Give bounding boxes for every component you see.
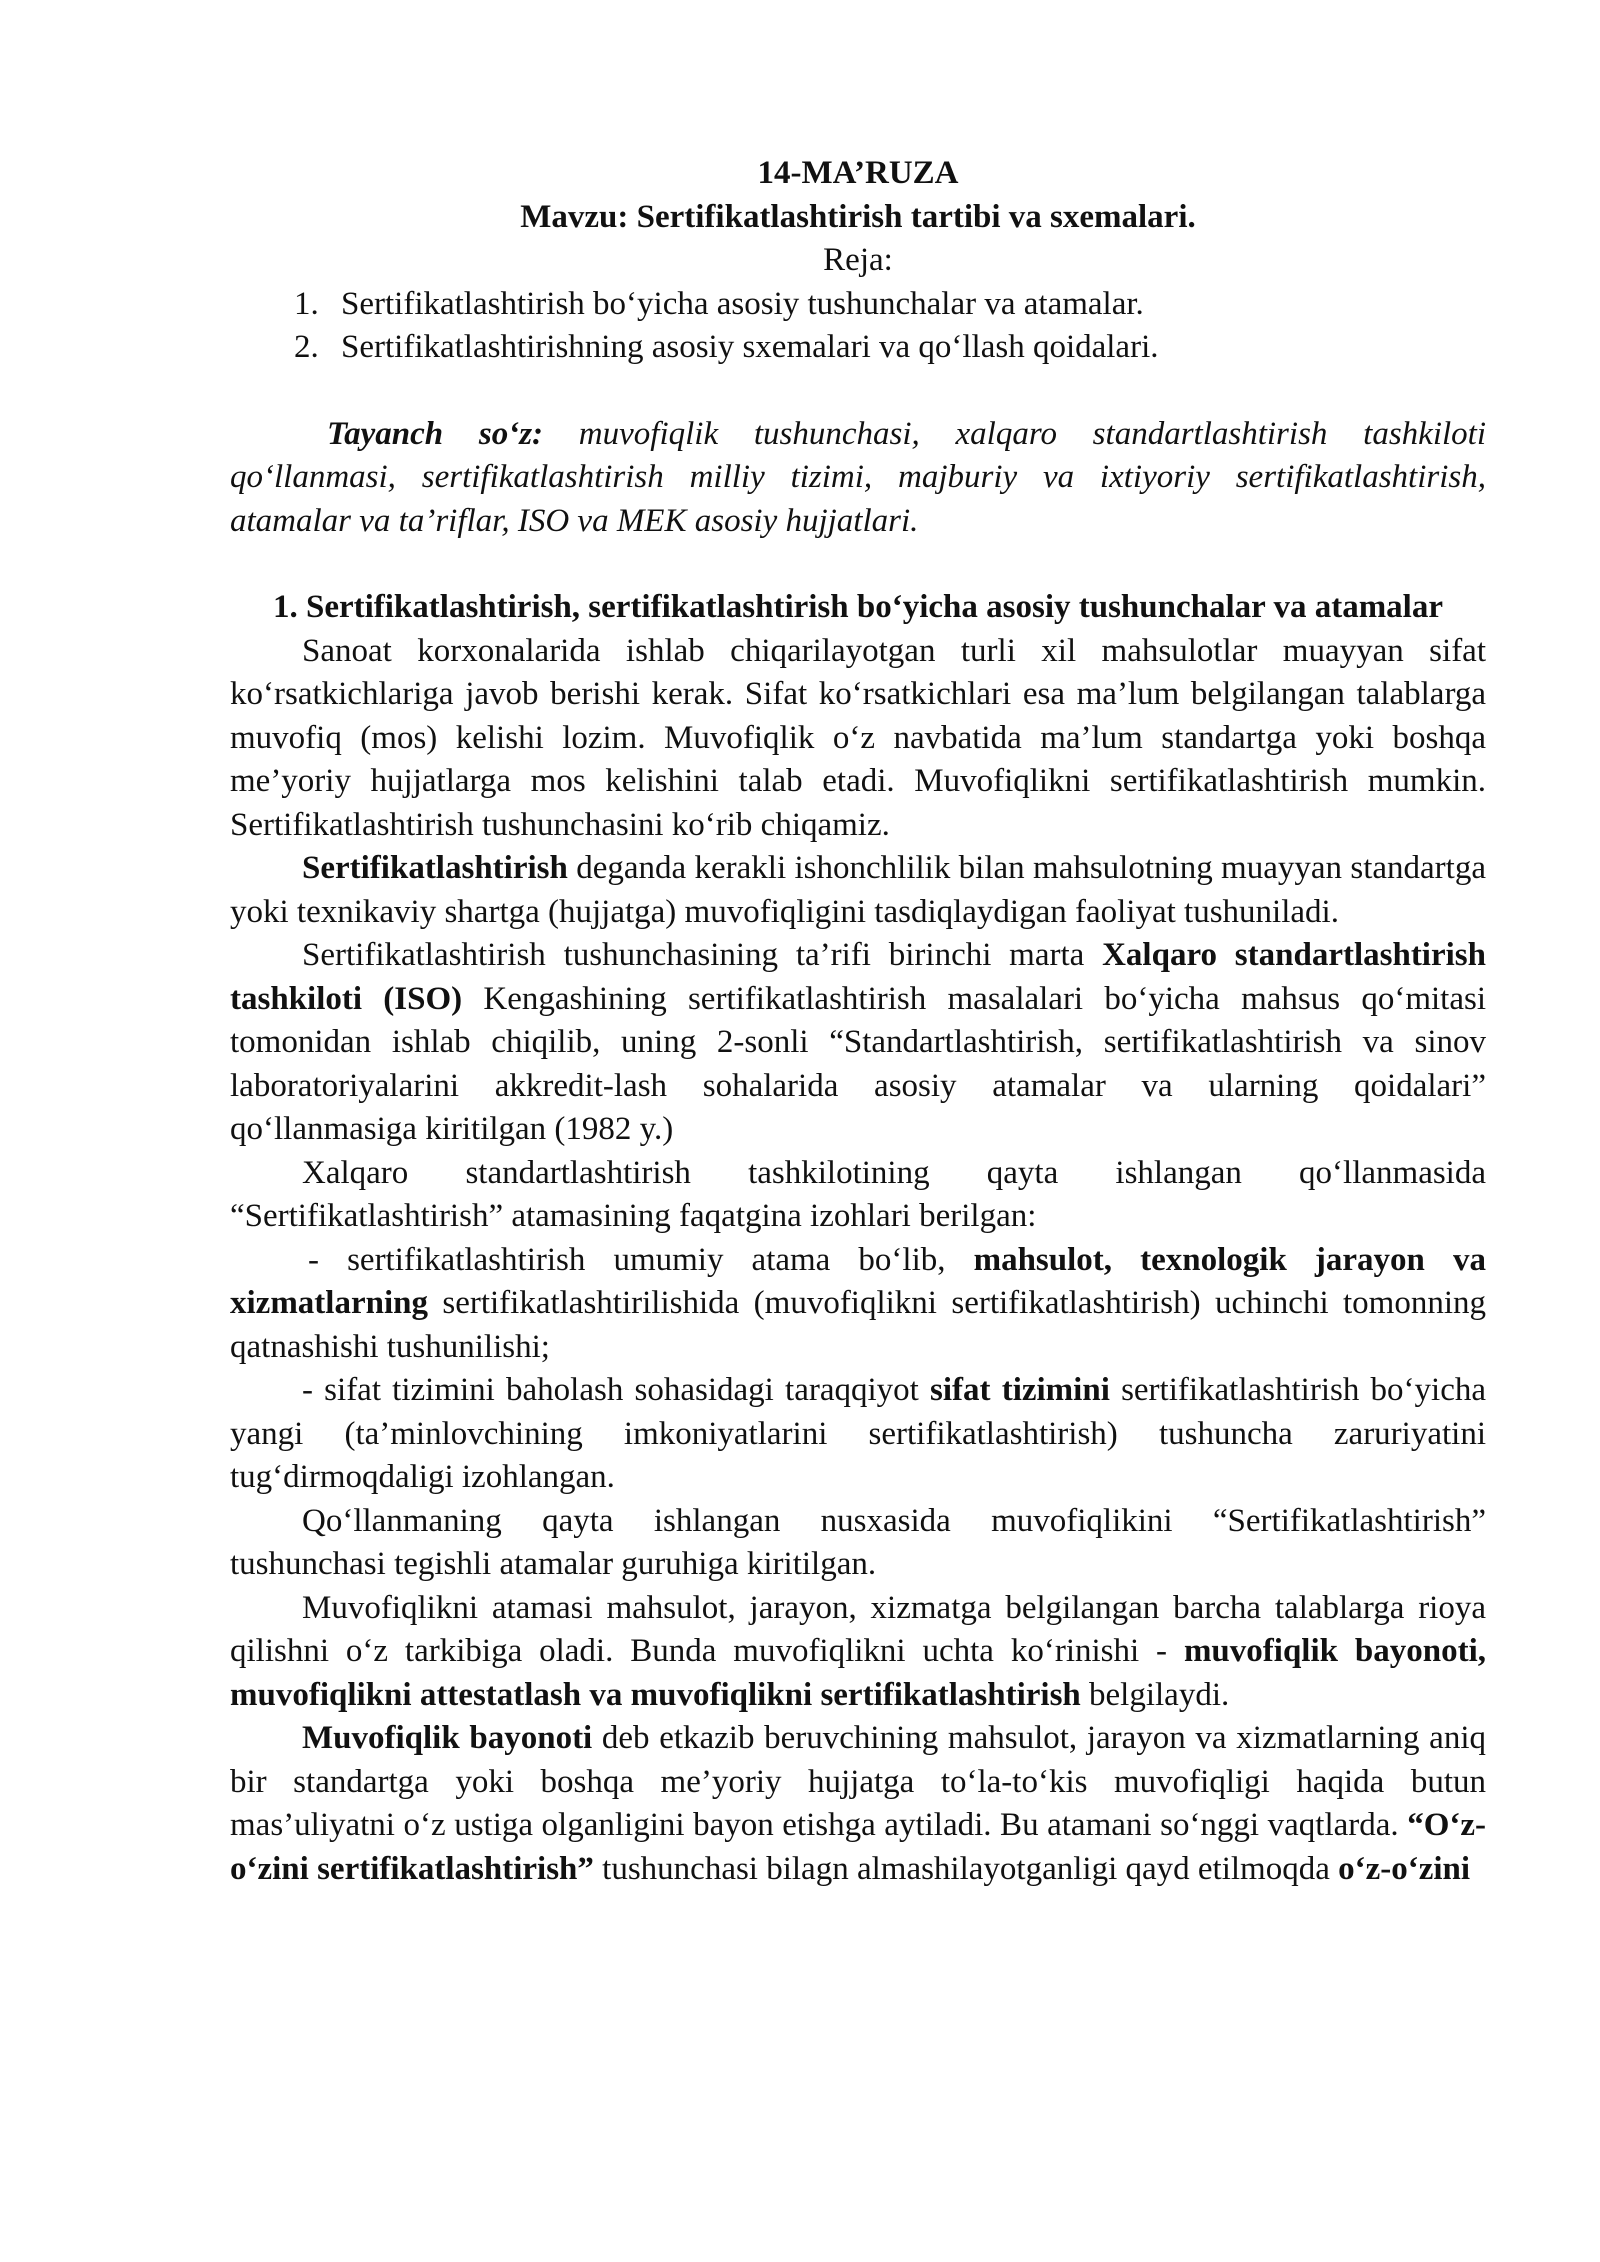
- keywords-paragraph: [230, 413, 1486, 544]
- keywords-text: muvofiqlik tushunchasi, xalqaro standartlashtirish tashkiloti qo‘llanmasi, sertifikatlashtirish milliy tizimi, majburiy va ixtiyoriy sertifikatlashtirish, atamalar va ta’riflar, ISO va MEK asosiy hujjatlari.: [230, 415, 1486, 539]
- plan-label: Reja:: [823, 242, 893, 278]
- paragraph: Sertifikatlashtirish tushunchasining ta’rifi birinchi marta Xalqaro standartlashtirish tashkiloti (ISO) Kengashining sertifikatlashtirish masalalari bo‘yicha mahsus qo‘mitasi tomonidan ishlab chiqilib, uning 2-sonli “Standartlashtirish, sertifikatlashtirish va sinov laboratoriyalarini akkredit-lash sohalarida asosiy atamalar va ularning qoidalari” qo‘llanmasiga kiritilgan (1982 y.): [230, 937, 1486, 1147]
- lecture-number: 14-MA’RUZA: [757, 155, 959, 191]
- paragraph: Muvofiqlik bayonoti deb etkazib beruvchining mahsulot, jarayon va xizmatlarning aniq bir standartga yoki boshqa me’yoriy hujjatga to‘la-to‘kis muvofiqligi haqida butun mas’uliyatni o‘z ustiga olganligini bayon etishga aytiladi. Bu atamani so‘nggi vaqtlarda. “O‘z-o‘zini sertifikatlashtirish” tushunchasi bilagn almashilayotganligi qayd etilmoqda o‘z-o‘zini: [230, 1720, 1486, 1887]
- paragraph: Muvofiqlikni atamasi mahsulot, jarayon, xizmatga belgilangan barcha talablarga rioya qilishni o‘z tarkibiga oladi. Bunda muvofiqlikni uchta ko‘rinishi - muvofiqlik bayonoti, muvofiqlikni attestatlash va muvofiqlikni sertifikatlashtirish belgilaydi.: [230, 1589, 1486, 1713]
- dash-list-item: - sifat tizimini baholash sohasidagi taraqqiyot sifat tizimini sertifikatlashtirish bo‘yicha yangi (ta’minlovchining imkoniyatlarini sertifikatlashtirish) tushuncha zaruriyatini tug‘dirmoqdaligi izohlangan.: [230, 1372, 1486, 1495]
- document-body: [230, 152, 1486, 1891]
- paragraph: Qo‘llanmaning qayta ishlangan nusxasida muvofiqlikini “Sertifikatlashtirish” tushunchasi tegishli atamalar guruhiga kiritilgan.: [230, 1502, 1486, 1582]
- paragraph: Sanoat korxonalarida ishlab chiqarilayotgan turli xil mahsulotlar muayyan sifat ko‘rsatkichlariga javob berishi kerak. Sifat ko‘rsatkichlari esa ma’lum belgilangan talablarga muvofiq (mos) kelishi lozim. Muvofiqlik o‘z navbatida ma’lum standartga yoki boshqa me’yoriy hujjatlarga mos kelishini talab etadi. Muvofiqlikni sertifikatlashtirish mumkin. Sertifikatlashtirish tushunchasini ko‘rib chiqamiz.: [230, 632, 1486, 843]
- paragraph: Sertifikatlashtirish deganda kerakli ishonchlilik bilan mahsulotning muayyan standartga yoki texnikaviy shartga (hujjatga) muvofiqligini tasdiqlaydigan faoliyat tushuniladi.: [230, 850, 1486, 930]
- keywords-label: Tayanch so‘z:: [327, 415, 544, 452]
- paragraph: Xalqaro standartlashtirish tashkilotining qayta ishlangan qo‘llanmasida “Sertifikatlashtirish” atamasining faqatgina izohlari berilgan:: [230, 1154, 1486, 1234]
- section-heading: 1. Sertifikatlashtirish, sertifikatlashtirish bo‘yicha asosiy tushunchalar va atamalar: [272, 589, 1444, 625]
- plan-item: 1. Sertifikatlashtirish bo‘yicha asosiy tushunchalar va atamalar.: [327, 283, 1486, 327]
- lecture-topic: Mavzu: Sertifikatlashtirish tartibi va sxemalari.: [520, 198, 1196, 235]
- plan-item: 2. Sertifikatlashtirishning asosiy sxemalari va qo‘llash qoidalari.: [327, 326, 1486, 370]
- dash-list-item: - sertifikatlashtirish umumiy atama bo‘lib, mahsulot, texnologik jarayon va xizmatlarning sertifikatlashtirilishida (muvofiqlikni sertifikatlashtirish) uchinchi tomonning qatnashishi tushunilishi;: [230, 1241, 1486, 1365]
- plan-list: [230, 283, 1486, 370]
